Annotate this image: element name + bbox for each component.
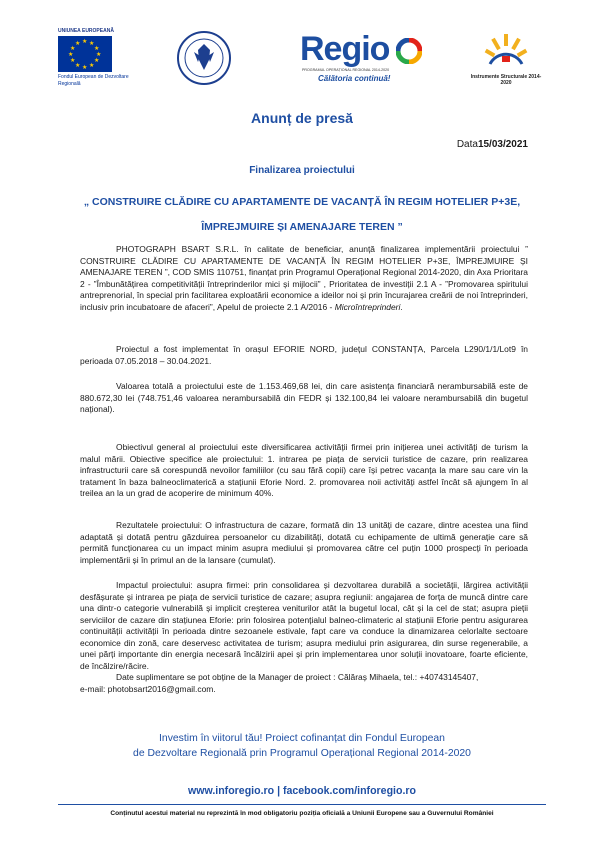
paragraph-results bbox=[80, 520, 528, 566]
regio-o-icon bbox=[396, 38, 422, 64]
results-text: Rezultatele proiectului: O infrastructura de cazare, formată din 13 unități de cazare, dintre acestea una fiind adaptată și dotată pentru găzduirea persoanelor cu dizabilități, dotată cu echipamente de ultimă generație care să permită funcționarea cu un impact minim asupra mediului și promovarea către cel puțin 1000 prospecți în perioada implementării și în primul an de la lansare (cumulat). bbox=[80, 520, 528, 565]
structural-instruments-caption: Instrumente Structurale 2014-2020 bbox=[470, 74, 542, 86]
value-text: Valoarea totală a proiectului este de 1.153.469,68 lei, din care asistența financiară nerambursabilă este de 880.672,30 lei (748.751,46 valoarea nerambursabilă din FEDR și 132.100,84 lei valoare nerambursabilă din bugetul național). bbox=[80, 381, 528, 414]
impact-text: Impactul proiectului: asupra firmei: prin consolidarea și dezvoltarea durabilă a societății, lărgirea activității desfășurate și intrarea pe piața de servicii turistice de cazare; asupra regiunii: angajarea de forța de muncă dintre care una dintr-o categorie vulnerabilă și implicit creșterea veniturilor atât la bugetul local, cât și la cel de stat; asupra pieții serviciilor de cazare din stațiunea Eforie: prin folosirea potențialul balneo-climateric al stațiunii Eforie pentru asigurarea continuității activității în perioada dintre sezoanele estivale, fapt care va conduce la dinamizarea celorlalte sectoare economice din zonă, care deservesc activitatea de turism; asupra mediului prin asigurarea, din surse regenerabile, a unei părți importante din energia necesară încălzirii apei și prin implementarea unor soluții inovatoare, foarte eficiente, de încălzire/răcire. bbox=[80, 580, 528, 671]
regio-program: PROGRAMUL OPERAȚIONAL REGIONAL 2014-2020 bbox=[302, 68, 390, 72]
regio-wordmark: Regio bbox=[300, 30, 390, 68]
structural-instruments-icon bbox=[482, 28, 530, 72]
project-title: „ CONSTRUIRE CLĂDIRE CU APARTAMENTE DE VACANȚĂ ÎN REGIM HOTELIER P+3E, ÎMPREJMUIRE ȘI AMENAJARE TEREN ” bbox=[83, 196, 521, 233]
objectives-text: Obiectivul general al proiectului este diversificarea activității firmei prin inițierea unei activități de turism la malul mării. Obiective specifice ale proiectului: 1. intrarea pe piața de servicii turistice de cazare, prin realizarea infrastructurii care să corespundă nevoilor familiilor (cu sau fără copii) care își petrec vacanța la mare sau care vin la tratament în baza balneoclimaterică a stațiunii Eforie Nord. 2. promovarea noii activități astfel încât să ajungem în al treilea an la un grad de acoperire de minimum 40%. bbox=[80, 442, 528, 498]
intro-text: PHOTOGRAPH BSART S.R.L. în calitate de beneficiar, anunță finalizarea implementării proiectului ” CONSTRUIRE CLĂDIRE CU APARTAMENTE DE VACANȚĂ ÎN REGIM HOTELIER P+3E, ÎMPREJMUIRE ȘI AMENAJARE TEREN ”, COD SMIS 110751, finanțat prin Programul Operațional Regional 2014-2020, din Axa Prioritara 2 - ”Îmbunătățirea competitivității întreprinderilor mici și mijlocii” , Prioritatea de investiții 2.1 A - ”Promovarea spiritului antreprenorial, în special prin facilitarea exploatării economice a ideilor noi și prin încurajarea creării de noi întreprinderi, inclusiv prin incubatoare de afaceri”, Apelul de proiecte 2.1 A/2016 - bbox=[80, 244, 528, 312]
eu-fund-name: Fondul European de Dezvoltare Regională bbox=[58, 74, 129, 87]
paragraph-intro bbox=[80, 244, 528, 313]
regio-tagline: Călătoria continuă! bbox=[318, 74, 391, 83]
date-value: 15/03/2021 bbox=[477, 139, 528, 150]
email-text: e-mail: photobsart2016@gmail.com. bbox=[80, 683, 216, 694]
disclaimer: Conținutul acestui material nu reprezintă în mod obligatoriu poziția oficială a Uniunii Europene sau a Guvernului României bbox=[110, 810, 494, 817]
cofinancing-statement bbox=[0, 731, 604, 761]
cofinancing-line-1: Investim în viitorul tău! Proiect cofinanțat din Fondul European bbox=[159, 733, 445, 744]
intro-call-name: Microîntreprinderi bbox=[334, 301, 401, 312]
eu-logo bbox=[58, 28, 150, 88]
contact-text: Date suplimentare se pot obține de la Manager de proiect : Călăraș Mihaela, tel.: +40743145407, bbox=[116, 672, 479, 682]
location-text: Proiectul a fost implementat în orașul EFORIE NORD, județul CONSTANȚA, Parcela L290/1/1/Lot9 în perioada 07.05.2018 – 30.04.2021. bbox=[80, 344, 528, 366]
intro-end: . bbox=[400, 301, 403, 312]
structural-instruments-logo bbox=[466, 28, 546, 92]
page-title: Anunț de presă bbox=[251, 110, 353, 126]
date-label: Data bbox=[456, 139, 478, 150]
press-date bbox=[457, 139, 528, 150]
paragraph-objectives bbox=[80, 442, 528, 500]
footer-divider bbox=[58, 804, 546, 805]
eu-caption: UNIUNEA EUROPEANĂ bbox=[58, 28, 114, 34]
paragraph-value bbox=[80, 381, 528, 416]
website-links[interactable]: www.inforegio.ro | facebook.com/inforegio.ro bbox=[188, 785, 416, 797]
regio-logo bbox=[298, 32, 438, 86]
section-heading: Finalizarea proiectului bbox=[249, 165, 355, 176]
paragraph-location bbox=[80, 344, 528, 367]
eu-flag-icon: ★ ★ ★ ★ ★ ★ ★ ★ ★ ★ ★ ★ bbox=[58, 36, 112, 72]
government-seal-icon bbox=[176, 30, 232, 86]
cofinancing-line-2: de Dezvoltare Regională prin Programul Operațional Regional 2014-2020 bbox=[133, 748, 471, 759]
paragraph-impact bbox=[80, 580, 528, 695]
